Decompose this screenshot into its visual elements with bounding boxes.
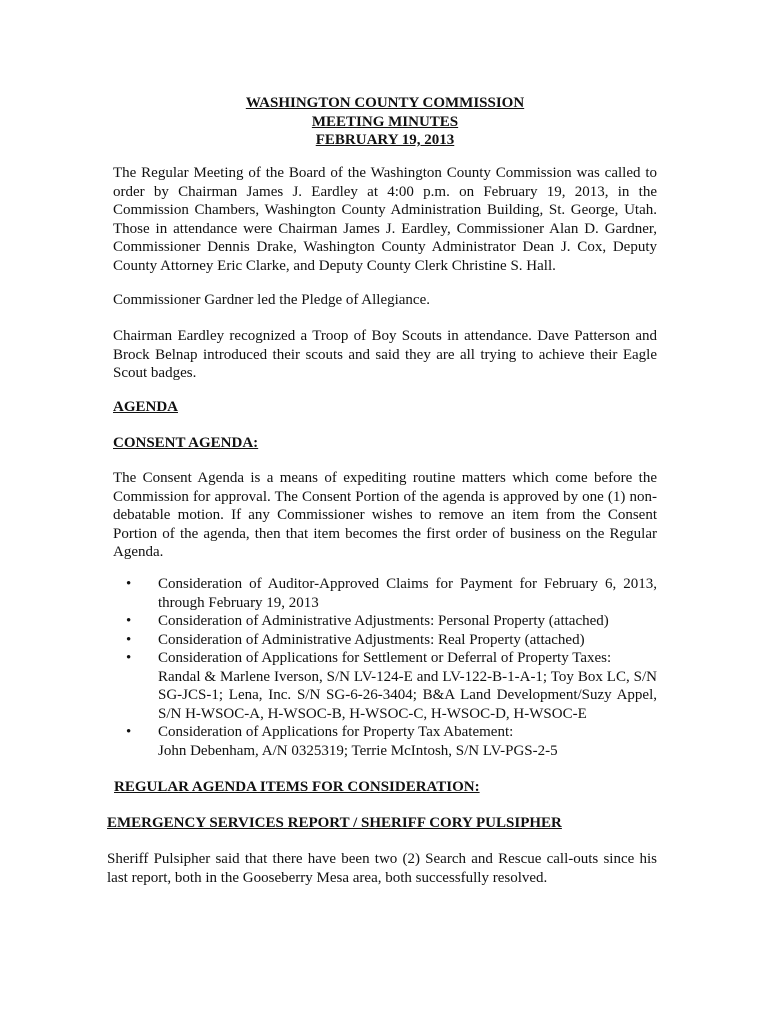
consent-paragraph: The Consent Agenda is a means of expediting routine matters which come before the Commission for approval. The Consent Portion of the agenda is approved by one (1) non-debatable motion. If any Commissioner wishes to remove an item from the Consent Portion of the agenda, then that item becomes the first order of business on the Regular Agenda. xyxy=(113,470,657,560)
consent-items-list xyxy=(113,575,657,760)
list-item: • Consideration of Administrative Adjustments: Personal Property (attached) xyxy=(126,613,609,629)
title-commission: WASHINGTON COUNTY COMMISSION xyxy=(245,95,525,111)
list-item: • Consideration of Auditor-Approved Claims for Payment for February 6, 2013, through February 19, 2013 xyxy=(126,576,657,611)
title-minutes: MEETING MINUTES xyxy=(311,113,459,130)
agenda-heading: AGENDA xyxy=(113,399,179,415)
bullet-icon: • xyxy=(126,724,132,740)
emergency-services-heading: EMERGENCY SERVICES REPORT / SHERIFF CORY PULSIPHER xyxy=(107,815,562,831)
bullet-icon: • xyxy=(126,650,132,666)
list-item: • Consideration of Applications for Settlement or Deferral of Property Taxes: Randal & Marlene Iverson, S/N LV-124-E and LV-122-B-1-A-1; Toy Box LC, S/N SG-JCS-1; Lena, Inc. S/N SG-6-26-3404; B&A Land Development/Suzy Appel, S/N H-WSOC-A, H-WSOC-B, H-WSOC-C, H-WSOC-D, H-WSOC-E xyxy=(126,650,657,722)
title-date: FEBRUARY 19, 2013 xyxy=(315,132,455,148)
bullet-icon: • xyxy=(126,631,132,648)
emergency-paragraph: Sheriff Pulsipher said that there have been two (2) Search and Rescue call-outs since his last report, both in the Gooseberry Mesa area, both successfully resolved. xyxy=(107,851,657,886)
list-item: • Consideration of Administrative Adjustments: Real Property (attached) xyxy=(126,631,585,648)
bullet-icon: • xyxy=(126,576,132,592)
consent-agenda-heading: CONSENT AGENDA: xyxy=(113,435,259,451)
bullet-icon: • xyxy=(126,613,132,629)
list-item: • Consideration of Applications for Property Tax Abatement: John Debenham, A/N 0325319; Terrie McIntosh, S/N LV-PGS-2-5 xyxy=(126,724,558,759)
intro-paragraph: The Regular Meeting of the Board of the Washington County Commission was called to order by Chairman James J. Eardley at 4:00 p.m. on February 19, 2013, in the Commission Chambers, Washington County Administration Building, St. George, Utah. Those in attendance were Chairman James J. Eardley, Commissioner Alan D. Gardner, Commissioner Dennis Drake, Washington County Administrator Dean J. Cox, Deputy County Attorney Eric Clarke, and Deputy County Clerk Christine S. Hall. xyxy=(113,165,657,274)
regular-agenda-heading: REGULAR AGENDA ITEMS FOR CONSIDERATION: xyxy=(114,779,480,795)
document-title xyxy=(0,94,770,150)
scouts-paragraph: Chairman Eardley recognized a Troop of Boy Scouts in attendance. Dave Patterson and Brock Belnap introduced their scouts and said they are all trying to achieve their Eagle Scout badges. xyxy=(113,328,657,381)
pledge-paragraph: Commissioner Gardner led the Pledge of Allegiance. xyxy=(113,292,430,308)
